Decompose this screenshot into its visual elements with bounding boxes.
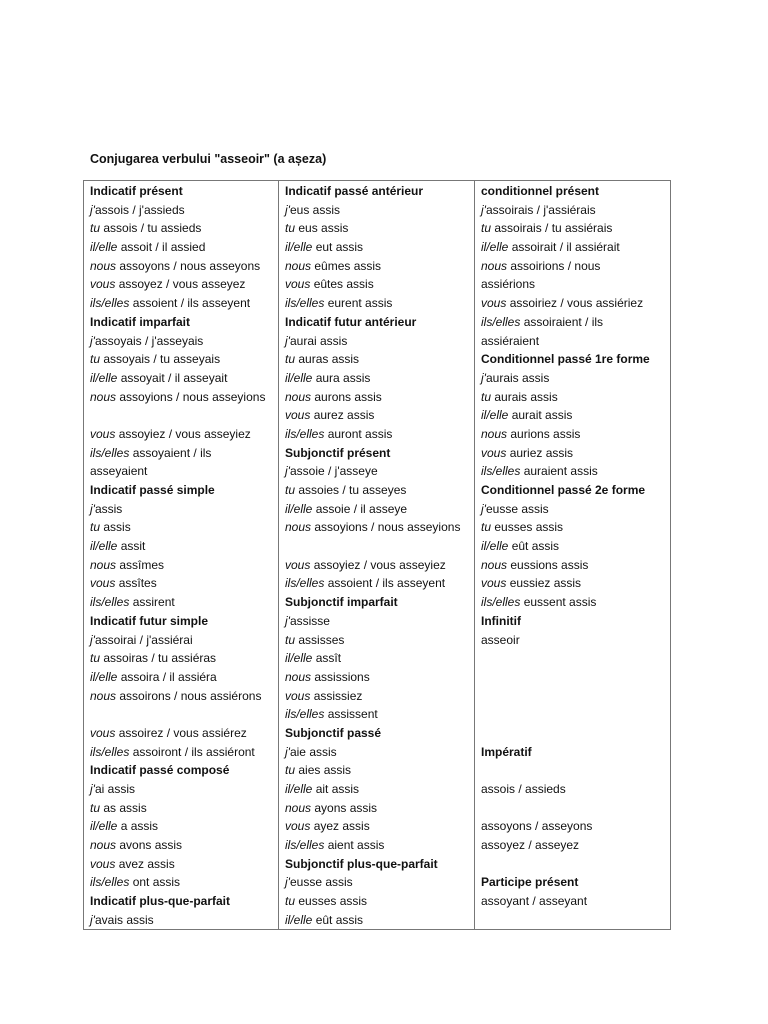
conjugation-line [90, 836, 278, 855]
pronoun: tu [90, 352, 101, 367]
pronoun: il/elle [90, 240, 118, 255]
conjugation-line [481, 257, 666, 276]
conjugation-line [285, 406, 474, 425]
conjugation-line [90, 631, 278, 650]
blank-line [90, 705, 278, 724]
conjugation-line [481, 238, 666, 257]
verb-form: assissions [311, 669, 370, 684]
verb-form: assiéraient [481, 333, 540, 348]
conjugation-line [481, 313, 666, 332]
verb-form: assoyaient / ils [129, 445, 212, 460]
pronoun: il/elle [481, 539, 509, 554]
conjugation-line [481, 219, 666, 238]
conjugation-line [481, 444, 666, 463]
conjugation-line [285, 631, 474, 650]
table-column-2 [279, 181, 475, 929]
pronoun: j' [285, 464, 290, 479]
conjugation-line [90, 332, 278, 351]
pronoun: vous [481, 296, 507, 311]
conjugation-line [90, 817, 278, 836]
verb-form: eus assis [289, 202, 340, 217]
verb-form: a assis [117, 819, 159, 834]
conjugation-line [285, 425, 474, 444]
pronoun: ils/elles [285, 707, 325, 722]
conjugation-line [285, 836, 474, 855]
conjugation-line [90, 911, 278, 929]
blank-line [481, 705, 666, 724]
verb-form: ait assis [312, 782, 360, 796]
conjugation-line [285, 649, 474, 668]
conjugation-line [481, 537, 666, 556]
verb-form: assoirais / j'assiérais [485, 202, 596, 217]
verb-form: assoirez / vous assiérez [115, 725, 247, 740]
pronoun: nous [285, 800, 312, 815]
pronoun: tu [285, 221, 296, 236]
pronoun: vous [90, 856, 116, 871]
pronoun: j' [90, 912, 95, 927]
conjugation-line [481, 425, 666, 444]
verb-form: assoient / ils asseyent [324, 576, 446, 591]
conjugation-line [285, 780, 474, 799]
verb-form: assoyons / asseyons [481, 819, 593, 834]
conjugation-line [481, 275, 666, 294]
blank-line [481, 687, 666, 706]
pronoun: nous [285, 258, 312, 273]
verb-form: assoirait / il assiérait [508, 240, 620, 255]
blank-line [481, 724, 666, 743]
pronoun: ils/elles [90, 595, 130, 610]
verb-form: eussions assis [507, 557, 589, 572]
conjugation-line [481, 294, 666, 313]
conjugation-line [285, 892, 474, 911]
pronoun: j' [285, 613, 290, 628]
pronoun: nous [285, 669, 312, 684]
verb-form: ayons assis [311, 800, 378, 815]
pronoun: il/elle [285, 912, 313, 927]
verb-form: asseoir [481, 632, 520, 647]
pronoun: tu [90, 221, 101, 236]
conjugation-line [90, 219, 278, 238]
tense-heading: conditionnel présent [481, 184, 600, 198]
verb-form: avez assis [115, 856, 175, 871]
pronoun: vous [285, 557, 311, 572]
verb-form: asseyaient [90, 464, 148, 479]
pronoun: tu [285, 763, 296, 778]
tense-heading: Subjonctif présent [285, 445, 391, 460]
conjugation-line [285, 556, 474, 575]
verb-form: aurai assis [289, 333, 348, 348]
verb-form: eusses assis [491, 520, 564, 535]
tense-heading: Indicatif passé simple [90, 483, 215, 497]
verb-form: assoies / tu asseyes [295, 483, 407, 497]
conjugation-line [90, 724, 278, 743]
verb-form: assiérions [481, 277, 536, 292]
pronoun: nous [90, 838, 117, 853]
blank-line [481, 855, 666, 874]
pronoun: nous [481, 557, 508, 572]
pronoun: tu [285, 894, 296, 909]
conjugation-line [90, 425, 278, 444]
conjugation-line [285, 705, 474, 724]
verb-form: aient assis [324, 838, 385, 853]
verb-form: assoient / ils asseyent [129, 296, 251, 311]
verb-form: assoyiez / vous asseyiez [115, 426, 251, 441]
conjugation-line [90, 518, 278, 537]
conjugation-line [481, 631, 666, 650]
conjugation-line [481, 500, 666, 519]
pronoun: j' [481, 501, 486, 516]
pronoun: nous [90, 389, 117, 404]
tense-heading: Indicatif passé antérieur [285, 184, 424, 198]
verb-form: eusse assis [485, 501, 549, 516]
pronoun: vous [481, 445, 507, 460]
verb-form: assoyant / asseyant [481, 894, 588, 909]
conjugation-line [481, 406, 666, 425]
verb-form: auraient assis [520, 464, 598, 479]
verb-form: assoyions / nous asseyions [311, 520, 461, 535]
tense-heading: Conditionnel passé 1re forme [481, 352, 650, 367]
conjugation-line [285, 388, 474, 407]
conjugation-line [90, 780, 278, 799]
conjugation-line [285, 481, 474, 500]
pronoun: il/elle [90, 539, 118, 554]
verb-form: assoit / il assied [117, 240, 206, 255]
verb-form: assisses [295, 632, 345, 647]
tense-heading: Subjonctif passé [285, 725, 382, 740]
verb-form: eussent assis [520, 595, 597, 610]
tense-heading: Indicatif présent [90, 184, 183, 198]
pronoun: vous [90, 426, 116, 441]
conjugation-line [285, 911, 474, 929]
verb-form: assirent [129, 595, 175, 610]
conjugation-line [90, 743, 278, 762]
pronoun: vous [285, 408, 311, 423]
verb-form: assoiriez / vous assiériez [506, 296, 644, 311]
verb-form: avons assis [116, 838, 183, 853]
verb-form: assoirions / nous [507, 258, 601, 273]
tense-heading: Conditionnel passé 2e forme [481, 483, 646, 497]
verb-form: ont assis [129, 875, 181, 890]
verb-form: assois / tu assieds [100, 221, 202, 236]
pronoun: j' [90, 632, 95, 647]
verb-form: auriez assis [506, 445, 574, 460]
conjugation-line [90, 350, 278, 369]
pronoun: vous [90, 576, 116, 591]
conjugation-line [285, 201, 474, 220]
conjugation-line [90, 275, 278, 294]
conjugation-line [285, 332, 474, 351]
pronoun: tu [90, 800, 101, 815]
conjugation-line [90, 462, 278, 481]
conjugation-line [285, 612, 474, 631]
tense-heading: Indicatif imparfait [90, 314, 191, 329]
pronoun: nous [481, 258, 508, 273]
verb-form: assois / j'assieds [94, 202, 185, 217]
conjugation-line [90, 294, 278, 313]
verb-form: assoyiez / vous asseyiez [310, 557, 446, 572]
verb-form: assoirai / j'assiérai [94, 632, 193, 647]
verb-form: eût assis [312, 912, 364, 927]
pronoun: j' [90, 782, 95, 796]
verb-form: assoie / il asseye [312, 501, 408, 516]
blank-line [90, 406, 278, 425]
pronoun: il/elle [90, 819, 118, 834]
verb-form: assoyions / nous asseyions [116, 389, 266, 404]
verb-form: aurait assis [508, 408, 573, 423]
pronoun: nous [90, 258, 117, 273]
pronoun: tu [90, 520, 101, 535]
verb-form: assoyez / vous asseyez [115, 277, 246, 292]
conjugation-line [481, 892, 666, 911]
verb-form: aurez assis [310, 408, 375, 423]
conjugation-line [481, 780, 666, 799]
pronoun: il/elle [285, 370, 313, 385]
conjugation-line [90, 593, 278, 612]
verb-form: aurais assis [485, 370, 550, 385]
verb-form: aura assis [312, 370, 371, 385]
tense-heading: Participe présent [481, 875, 579, 890]
conjugation-line [285, 873, 474, 892]
pronoun: vous [90, 725, 116, 740]
pronoun: ils/elles [481, 595, 521, 610]
verb-form: eut assis [312, 240, 364, 255]
tense-heading: Indicatif futur antérieur [285, 314, 417, 329]
pronoun: vous [285, 277, 311, 292]
pronoun: ils/elles [90, 875, 130, 890]
conjugation-line [90, 668, 278, 687]
verb-form: ai assis [94, 782, 135, 796]
verb-form: aurons assis [311, 389, 382, 404]
pronoun: ils/elles [90, 445, 130, 460]
conjugation-line [90, 687, 278, 706]
verb-form: aie assis [289, 744, 337, 759]
conjugation-line [481, 369, 666, 388]
verb-form: assit [117, 539, 146, 554]
blank-line [481, 668, 666, 687]
conjugation-line [90, 855, 278, 874]
document-title: Conjugarea verbului "asseoir" (a așeza) [90, 152, 327, 166]
conjugation-line [285, 817, 474, 836]
verb-form: assis [94, 501, 123, 516]
pronoun: j' [90, 202, 95, 217]
blank-line [481, 761, 666, 780]
verb-form: assoyons / nous asseyons [116, 258, 261, 273]
conjugation-line [90, 799, 278, 818]
pronoun: il/elle [90, 370, 118, 385]
conjugation-line [481, 836, 666, 855]
conjugation-line [90, 388, 278, 407]
conjugation-line [481, 462, 666, 481]
pronoun: il/elle [285, 240, 313, 255]
verb-form: eûtes assis [310, 277, 374, 292]
tense-heading: Subjonctif plus-que-parfait [285, 856, 438, 871]
pronoun: j' [285, 202, 290, 217]
verb-form: eus assis [295, 221, 349, 236]
pronoun: tu [285, 483, 296, 497]
pronoun: tu [481, 221, 492, 236]
pronoun: ils/elles [90, 744, 130, 759]
conjugation-line [481, 388, 666, 407]
verb-form: auras assis [295, 352, 360, 367]
verb-form: aies assis [295, 763, 352, 778]
verb-form: assois / assieds [481, 782, 566, 796]
pronoun: nous [90, 557, 117, 572]
pronoun: ils/elles [285, 426, 325, 441]
tense-heading: Indicatif passé composé [90, 763, 230, 778]
conjugation-line [481, 518, 666, 537]
verb-form: assoie / j'asseye [289, 464, 378, 479]
pronoun: j' [481, 202, 486, 217]
verb-form: assoiront / ils assiéront [129, 744, 255, 759]
verb-form: eûmes assis [311, 258, 382, 273]
pronoun: il/elle [285, 651, 313, 666]
tense-heading: Indicatif plus-que-parfait [90, 894, 231, 909]
conjugation-line [90, 556, 278, 575]
pronoun: tu [90, 651, 101, 666]
blank-line [481, 649, 666, 668]
conjugation-line [285, 238, 474, 257]
conjugation-line [285, 668, 474, 687]
tense-heading: Indicatif futur simple [90, 613, 209, 628]
verb-form: assoyait / il asseyait [117, 370, 228, 385]
verb-form: assissent [324, 707, 378, 722]
pronoun: ils/elles [285, 576, 325, 591]
pronoun: il/elle [285, 782, 313, 796]
tense-heading: Subjonctif imparfait [285, 595, 398, 610]
pronoun: il/elle [90, 669, 118, 684]
verb-form: assoyais / tu asseyais [100, 352, 221, 367]
pronoun: il/elle [285, 501, 313, 516]
verb-form: ayez assis [310, 819, 370, 834]
pronoun: vous [285, 688, 311, 703]
conjugation-line [90, 649, 278, 668]
pronoun: ils/elles [481, 464, 521, 479]
blank-line [481, 799, 666, 818]
conjugation-line [90, 238, 278, 257]
pronoun: nous [285, 520, 312, 535]
conjugation-line [285, 743, 474, 762]
pronoun: il/elle [481, 408, 509, 423]
table-column-1 [84, 181, 279, 929]
verb-form: auront assis [324, 426, 393, 441]
conjugation-line [285, 294, 474, 313]
conjugation-line [285, 761, 474, 780]
conjugation-line [285, 574, 474, 593]
verb-form: assis [100, 520, 131, 535]
verb-form: assîtes [115, 576, 157, 591]
pronoun: nous [90, 688, 117, 703]
verb-form: assoira / il assiéra [117, 669, 217, 684]
conjugation-table [83, 180, 671, 930]
conjugation-line [90, 500, 278, 519]
conjugation-line [481, 574, 666, 593]
conjugation-line [90, 201, 278, 220]
verb-form: assoyais / j'asseyais [94, 333, 204, 348]
verb-form: assoiras / tu assiéras [100, 651, 217, 666]
tense-heading: Infinitif [481, 613, 521, 628]
pronoun: ils/elles [481, 314, 521, 329]
conjugation-line [285, 219, 474, 238]
conjugation-line [285, 518, 474, 537]
pronoun: vous [90, 277, 116, 292]
pronoun: vous [481, 576, 507, 591]
conjugation-line [481, 593, 666, 612]
pronoun: j' [90, 333, 95, 348]
verb-form: assît [312, 651, 342, 666]
conjugation-line [285, 462, 474, 481]
verb-form: assisse [289, 613, 330, 628]
conjugation-line [481, 556, 666, 575]
pronoun: ils/elles [285, 296, 325, 311]
conjugation-line [285, 687, 474, 706]
pronoun: nous [481, 426, 508, 441]
pronoun: j' [481, 370, 486, 385]
table-column-3 [475, 181, 670, 929]
verb-form: avais assis [94, 912, 154, 927]
conjugation-line [90, 574, 278, 593]
pronoun: vous [285, 819, 311, 834]
pronoun: j' [90, 501, 95, 516]
verb-form: eût assis [508, 539, 560, 554]
conjugation-line [90, 369, 278, 388]
pronoun: ils/elles [285, 838, 325, 853]
pronoun: j' [285, 744, 290, 759]
conjugation-line [285, 799, 474, 818]
verb-form: assîmes [116, 557, 165, 572]
blank-line [285, 537, 474, 556]
verb-form: eusse assis [289, 875, 353, 890]
conjugation-line [90, 257, 278, 276]
verb-form: assoiraient / ils [520, 314, 604, 329]
conjugation-line [285, 350, 474, 369]
pronoun: tu [481, 389, 492, 404]
conjugation-line [285, 369, 474, 388]
verb-form: assoirons / nous assiérons [116, 688, 262, 703]
conjugation-line [481, 817, 666, 836]
verb-form: aurions assis [507, 426, 581, 441]
conjugation-line [481, 332, 666, 351]
verb-form: eusses assis [295, 894, 368, 909]
conjugation-line [90, 537, 278, 556]
conjugation-line [90, 873, 278, 892]
pronoun: j' [285, 875, 290, 890]
verb-form: assissiez [310, 688, 363, 703]
conjugation-line [285, 500, 474, 519]
conjugation-line [90, 444, 278, 463]
verb-form: assoirais / tu assiérais [491, 221, 613, 236]
pronoun: tu [481, 520, 492, 535]
conjugation-line [285, 257, 474, 276]
verb-form: eussiez assis [506, 576, 582, 591]
pronoun: j' [285, 333, 290, 348]
pronoun: il/elle [481, 240, 509, 255]
verb-form: assoyez / asseyez [481, 838, 580, 853]
conjugation-line [285, 275, 474, 294]
tense-heading: Impératif [481, 744, 532, 759]
verb-form: eurent assis [324, 296, 393, 311]
pronoun: tu [285, 632, 296, 647]
pronoun: tu [285, 352, 296, 367]
verb-form: aurais assis [491, 389, 558, 404]
conjugation-line [481, 201, 666, 220]
verb-form: as assis [100, 800, 147, 815]
pronoun: ils/elles [90, 296, 130, 311]
pronoun: nous [285, 389, 312, 404]
